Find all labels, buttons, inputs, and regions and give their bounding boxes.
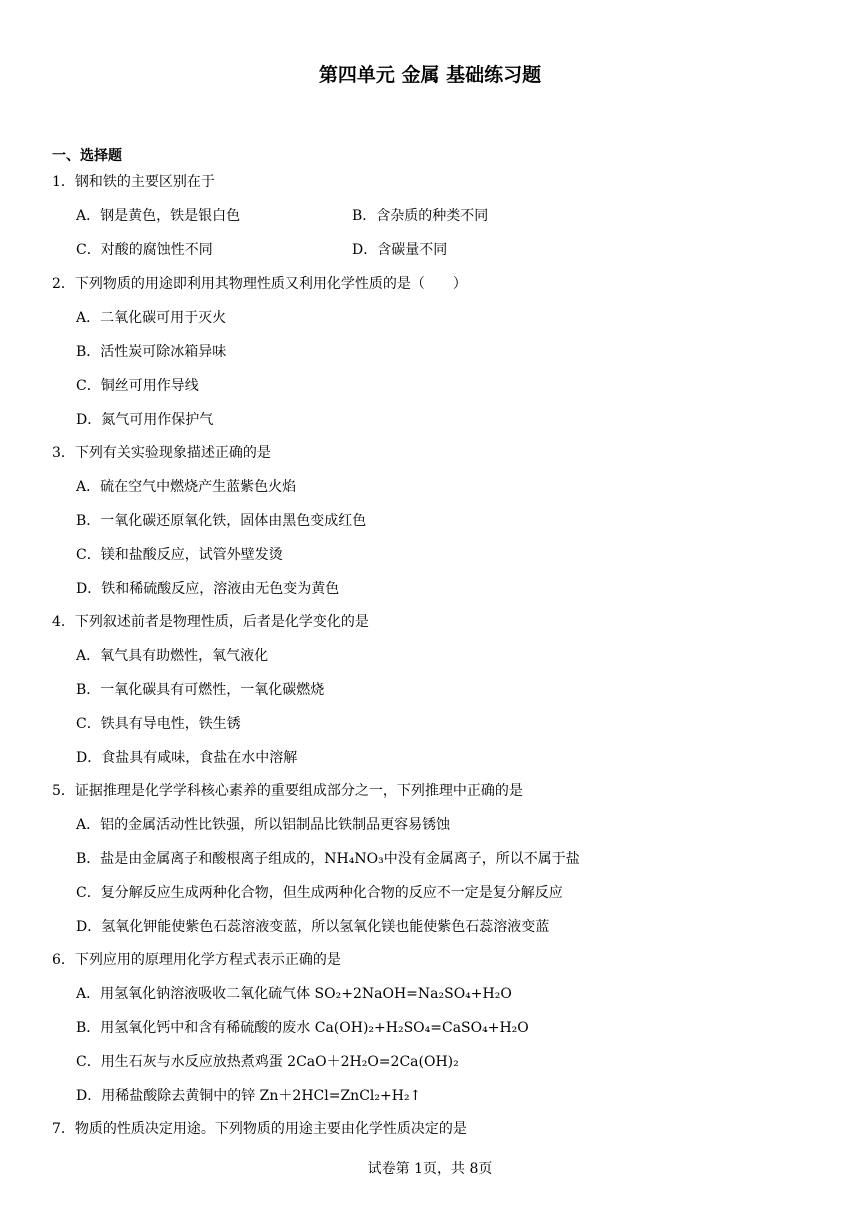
question-6-option-b: B．用氢氧化钙中和含有稀硫酸的废水 Ca(OH)₂+H₂SO₄=CaSO₄+H₂O bbox=[76, 1020, 529, 1036]
question-4-option-a: A．氧气具有助燃性，氧气液化 bbox=[76, 648, 269, 664]
question-6-option-a: A．用氢氧化钠溶液吸收二氧化硫气体 SO₂+2NaOH=Na₂SO₄+H₂O bbox=[76, 986, 512, 1002]
question-1-option-c: C．对酸的腐蚀性不同 bbox=[76, 242, 213, 258]
question-6-option-d: D．用稀盐酸除去黄铜中的锌 Zn＋2HCl=ZnCl₂+H₂↑ bbox=[76, 1088, 422, 1104]
question-2-option-d: D．氮气可用作保护气 bbox=[76, 412, 214, 428]
question-1-option-a: A．钢是黄色，铁是银白色 bbox=[76, 208, 241, 224]
question-3-stem: 3．下列有关实验现象描述正确的是 bbox=[52, 445, 271, 461]
page-footer: 试卷第 1页，共 8页 bbox=[367, 1161, 493, 1177]
question-4-stem: 4．下列叙述前者是物理性质，后者是化学变化的是 bbox=[52, 614, 369, 630]
question-3-option-a: A．硫在空气中燃烧产生蓝紫色火焰 bbox=[76, 479, 297, 495]
question-1-option-d: D．含碳量不同 bbox=[352, 242, 448, 258]
question-2-option-c: C．铜丝可用作导线 bbox=[76, 378, 199, 394]
question-3-option-b: B．一氧化碳还原氧化铁，固体由黑色变成红色 bbox=[76, 513, 367, 529]
page-title: 第四单元 金属 基础练习题 bbox=[318, 64, 542, 86]
question-1-option-b: B．含杂质的种类不同 bbox=[352, 208, 489, 224]
question-3-option-d: D．铁和稀硫酸反应，溶液由无色变为黄色 bbox=[76, 581, 340, 597]
question-2-stem: 2．下列物质的用途即利用其物理性质又利用化学性质的是（ ） bbox=[52, 276, 467, 292]
question-5-option-b: B．盐是由金属离子和酸根离子组成的，NH₄NO₃中没有金属离子，所以不属于盐 bbox=[76, 851, 580, 867]
question-5-option-c: C．复分解反应生成两种化合物，但生成两种化合物的反应不一定是复分解反应 bbox=[76, 885, 563, 901]
question-6-option-c: C．用生石灰与水反应放热煮鸡蛋 2CaO＋2H₂O=2Ca(OH)₂ bbox=[76, 1054, 459, 1070]
question-6-stem: 6．下列应用的原理用化学方程式表示正确的是 bbox=[52, 952, 341, 968]
question-7-stem: 7．物质的性质决定用途。下列物质的用途主要由化学性质决定的是 bbox=[52, 1121, 467, 1137]
question-5-stem: 5．证据推理是化学学科核心素养的重要组成部分之一，下列推理中正确的是 bbox=[52, 783, 523, 799]
question-2-option-a: A．二氧化碳可用于灭火 bbox=[76, 310, 227, 326]
section-heading: 一、选择题 bbox=[52, 148, 122, 164]
question-5-option-d: D．氢氧化钾能使紫色石蕊溶液变蓝，所以氢氧化镁也能使紫色石蕊溶液变蓝 bbox=[76, 919, 550, 935]
question-4-option-d: D．食盐具有咸味，食盐在水中溶解 bbox=[76, 750, 298, 766]
question-1-stem: 1．钢和铁的主要区别在于 bbox=[52, 174, 215, 190]
question-4-option-b: B．一氧化碳具有可燃性，一氧化碳燃烧 bbox=[76, 682, 325, 698]
question-2-option-b: B．活性炭可除冰箱异味 bbox=[76, 344, 227, 360]
question-3-option-c: C．镁和盐酸反应，试管外壁发烫 bbox=[76, 547, 283, 563]
question-4-option-c: C．铁具有导电性，铁生锈 bbox=[76, 716, 241, 732]
question-5-option-a: A．铝的金属活动性比铁强，所以铝制品比铁制品更容易锈蚀 bbox=[76, 817, 451, 833]
